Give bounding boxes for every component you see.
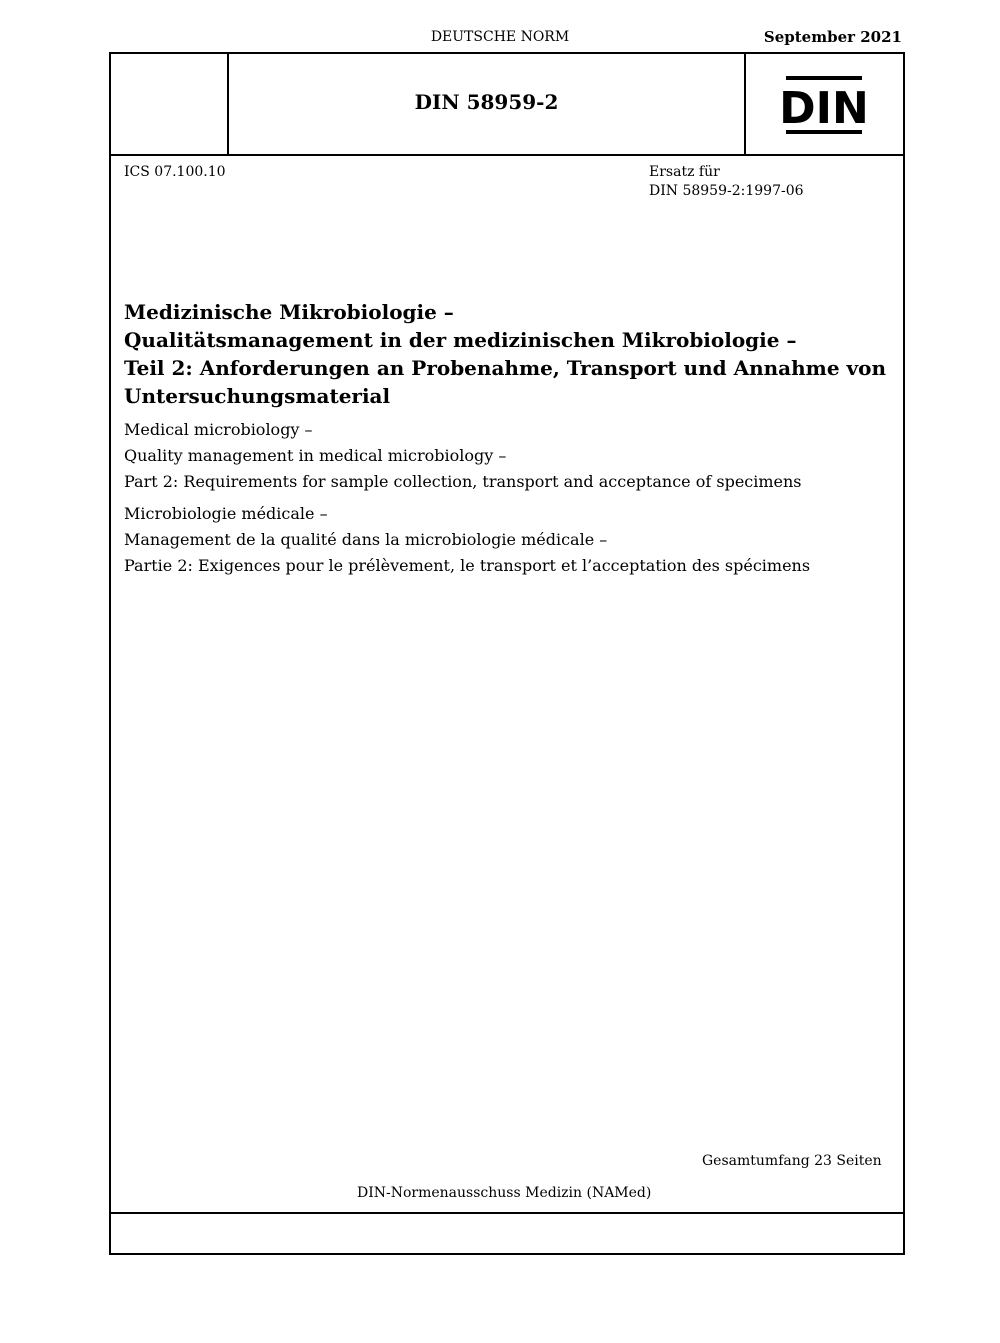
document-number: DIN 58959-2 <box>414 90 559 114</box>
title-english <box>124 417 802 495</box>
publication-date: September 2021 <box>763 28 902 46</box>
header-bottom-rule <box>109 154 905 156</box>
footer-rule <box>109 1212 905 1214</box>
title-french-line: Partie 2: Exigences pour le prélèvement, le transport et l’acceptation des spécimens <box>124 556 811 575</box>
title-german-line: Teil 2: Anforderungen an Probenahme, Transport und Annahme von <box>124 356 887 380</box>
title-german-line: Untersuchungsmaterial <box>124 384 391 408</box>
title-french <box>124 501 810 579</box>
total-pages: Gesamtumfang 23 Seiten <box>702 1153 882 1169</box>
committee-name: DIN-Normenausschuss Medizin (NAMed) <box>357 1185 652 1201</box>
title-english-line: Medical microbiology – <box>124 420 313 439</box>
din-logo-icon <box>779 76 869 134</box>
norm-type-label: DEUTSCHE NORM <box>430 29 570 45</box>
title-french-line: Microbiologie médicale – <box>124 504 328 523</box>
title-french-line: Management de la qualité dans la microbiologie médicale – <box>124 530 608 549</box>
title-german-line: Qualitätsmanagement in der medizinischen Mikrobiologie – <box>124 328 797 352</box>
replaces-label: Ersatz für <box>649 164 720 180</box>
title-english-line: Part 2: Requirements for sample collection, transport and acceptance of specimens <box>124 472 802 491</box>
cover-frame <box>109 52 905 1255</box>
title-english-line: Quality management in medical microbiology – <box>124 446 507 465</box>
title-german-line: Medizinische Mikrobiologie – <box>124 300 454 324</box>
title-german <box>124 298 886 410</box>
ics-code: ICS 07.100.10 <box>124 164 226 180</box>
din-logo-text: DIN <box>779 83 869 134</box>
replaces-document: DIN 58959-2:1997-06 <box>649 183 804 199</box>
